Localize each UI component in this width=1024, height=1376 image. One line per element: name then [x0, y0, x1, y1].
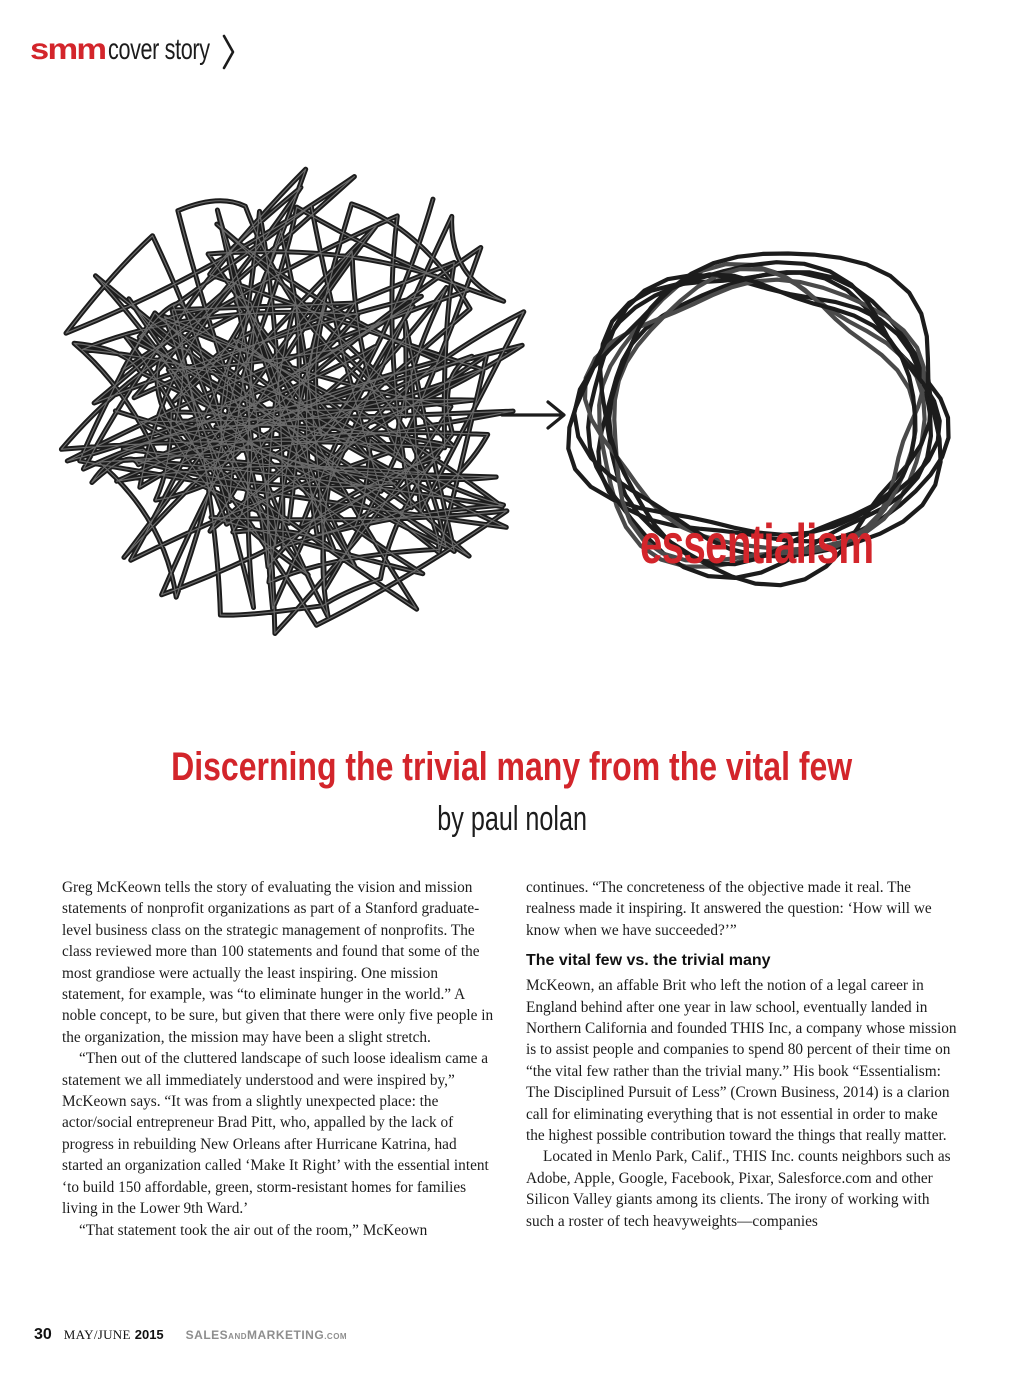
cover-illustration	[0, 130, 1024, 690]
loop-stroke	[585, 280, 924, 550]
issue-year: 2015	[134, 1327, 164, 1342]
section-label: cover story	[107, 33, 210, 66]
page-footer	[34, 1326, 347, 1348]
magazine-logo: smm	[30, 33, 106, 66]
chevron-right-icon	[222, 34, 236, 70]
loop-stroke	[568, 262, 939, 535]
loop-stroke	[598, 273, 948, 542]
section-subhead: The vital few vs. the trivial many	[526, 952, 771, 970]
page-number: 30	[34, 1326, 52, 1343]
issue-date: MAY/JUNE	[63, 1327, 131, 1342]
body-paragraph: “That statement took the air out of the room,” McKeown	[79, 1221, 428, 1239]
article-headline: Discerning the trivial many from the vital few	[171, 745, 853, 789]
body-paragraph: Located in Menlo Park, Calif., THIS Inc. counts neighbors such as Adobe, Apple, Google, Facebook, Pixar, Salesforce.com and other Silicon Valley giants among its clients. The irony of working with such a roster of tech heavyweights—companies	[526, 1148, 951, 1230]
body-paragraph: continues. “The concreteness of the objective made it real. The realness made it inspiring. It answered the question: ‘How will we know when we have succeeded?’”	[526, 879, 932, 939]
article-column-right	[526, 877, 960, 1232]
body-paragraph: McKeown, an affable Brit who left the notion of a legal career in England behind after one year in law school, eventually landed in Northern California and founded THIS Inc, a company whose mission is to assist people and companies to spend 80 percent of their time on “the vital few rather than the trivial many.” His book “Essentialism: The Disciplined Pursuit of Less” (Crown Business, 2014) is a clarion call for eliminating everything that is not essential in order to make the highest possible contribution toward the things that really matter.	[526, 977, 957, 1145]
essentialism-word: essentialism	[640, 512, 874, 575]
masthead	[30, 28, 249, 72]
body-paragraph: Greg McKeown tells the story of evaluating the vision and mission statements of nonprofit organizations as part of a Stanford graduate-level business class on the strategic management of nonprofits. The class reviewed more than 100 statements and found that some of the most grandiose were actually the least inspiring. One mission statement, for example, was “to eliminate hunger in the world.” A noble concept, to be sure, but given that there were only five people in the organization, the mission may have been a slight stretch.	[62, 879, 494, 1046]
website-label: SALESANDMARKETING.COM	[185, 1328, 348, 1342]
tangled-scribble-icon	[0, 130, 560, 690]
article-byline: by paul nolan	[437, 800, 587, 838]
body-paragraph: “Then out of the cluttered landscape of such loose idealism came a statement we all immediately understood and were inspired by,” McKeown says. “It was from a slightly unexpected place: the actor/social entrepreneur Brad Pitt, who, appalled by the lack of progress in rebuilding New Orleans after Hurricane Katrina, had started an organization called ‘Make It Right’ with the essential intent ‘to build 150 affordable, green, storm-resistant homes for families living in the Lower 9th Ward.’	[62, 1050, 489, 1218]
article-column-left	[62, 877, 496, 1241]
